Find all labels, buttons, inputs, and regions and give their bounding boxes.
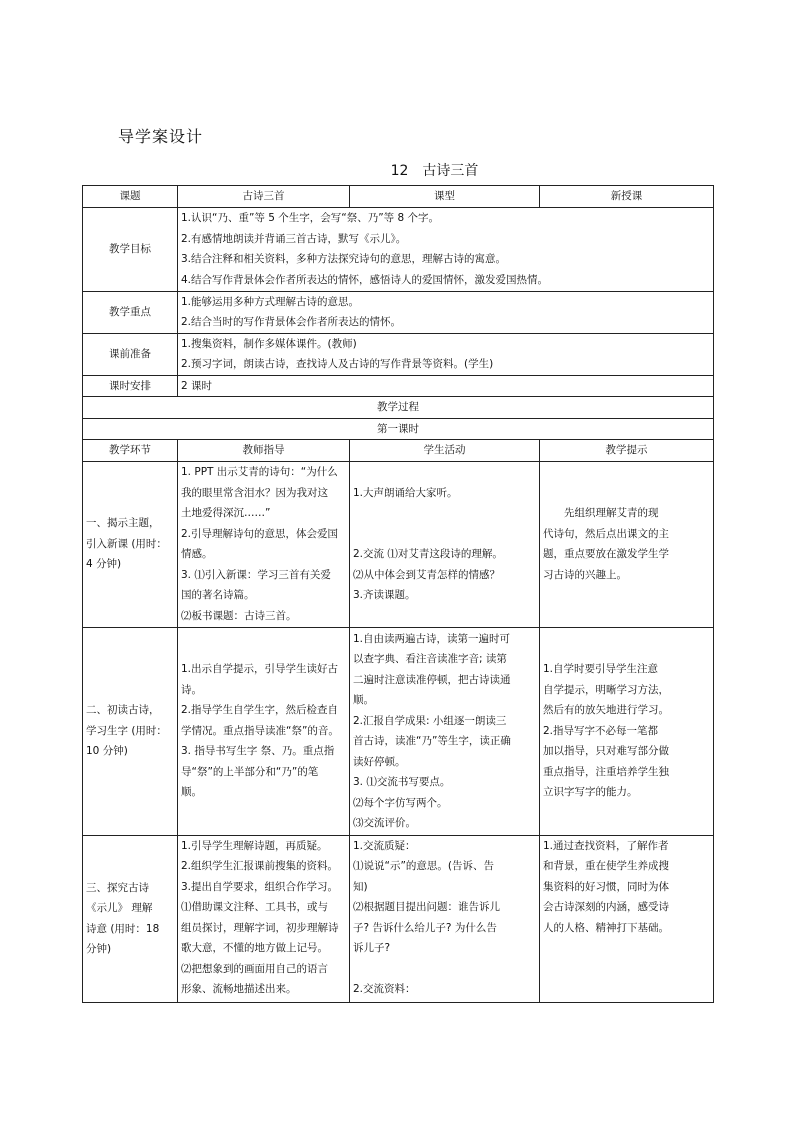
teacher-line: 2.指导学生自学生字，然后检查自 bbox=[181, 704, 339, 717]
student-line: ⑵根据题目提出问题：谁告诉儿 bbox=[353, 901, 500, 913]
teacher-line: ⑴借助课文注释、工具书，或与 bbox=[181, 901, 328, 913]
teacher-line: 土地爱得深沉……” bbox=[181, 507, 271, 519]
teacher-line: 1.出示自学提示，引导学生读好古 bbox=[181, 663, 339, 676]
lesson-plan-table bbox=[82, 185, 714, 1003]
process-title: 教学过程 bbox=[83, 397, 714, 419]
schedule-label: 课时安排 bbox=[83, 375, 178, 397]
student-line: 诉儿子? bbox=[353, 942, 391, 954]
student-line: ⑵从中体会到艾青怎样的情感？ bbox=[353, 568, 500, 581]
type-value: 新授课 bbox=[540, 186, 714, 208]
teacher-cell bbox=[178, 627, 350, 835]
student-cell bbox=[350, 627, 540, 835]
student-line: 以查字典、看注音读准字音; 读第 bbox=[353, 653, 507, 665]
student-line: 1.自由读两遍古诗，读第一遍时可 bbox=[353, 632, 511, 645]
hint-line: 习古诗的兴趣上。 bbox=[543, 568, 627, 581]
lesson-title: 12 古诗三首 bbox=[390, 163, 479, 179]
focus-list bbox=[178, 291, 714, 333]
hint-line: 1.通过查找资料，了解作者 bbox=[543, 839, 669, 852]
goals-label: 教学目标 bbox=[83, 207, 178, 291]
student-line: 2.交流资料： bbox=[353, 983, 416, 995]
stage-line: 4 分钟) bbox=[86, 558, 122, 571]
focus-item: 2.结合当时的写作背景体会作者所表达的情怀。 bbox=[181, 316, 402, 328]
student-line: 2.汇报自学成果: 小组逐一朗读三 bbox=[353, 714, 507, 727]
stage-line: 三、探究古诗 bbox=[86, 881, 149, 894]
student-line bbox=[353, 959, 536, 980]
hint-line: 代诗句，然后点出课文的主 bbox=[543, 527, 669, 540]
teacher-line: 3. ⑴引入新课：学习三首有关爱 bbox=[181, 568, 331, 581]
student-cell bbox=[350, 461, 540, 627]
teacher-line: 我的眼里常含泪水？因为我对这 bbox=[181, 486, 328, 499]
student-line: 2.交流 ⑴对艾青这段诗的理解。 bbox=[353, 548, 503, 560]
hint-line: 和背景，重在使学生养成搜 bbox=[543, 860, 669, 872]
topic-value: 古诗三首 bbox=[178, 186, 350, 208]
student-line: 知) bbox=[353, 880, 368, 893]
teacher-line: 1.引导学生理解诗题，再质疑。 bbox=[181, 839, 328, 852]
teacher-line: 形象、流畅地描述出来。 bbox=[181, 983, 297, 995]
student-line: 子? 告诉什么给儿子? 为什么告 bbox=[353, 921, 497, 934]
stage-line: 诗意 (用时：18 bbox=[86, 922, 160, 935]
hint-line: 人的人格、精神打下基础。 bbox=[543, 921, 669, 934]
hint-line: 2.指导写字不必每一笔都 bbox=[543, 724, 659, 737]
col-header-student: 学生活动 bbox=[350, 440, 540, 462]
goal-item: 4.结合写作背景体会作者所表达的情怀，感悟诗人的爱国情怀，激发爱国热情。 bbox=[181, 273, 549, 286]
student-cell bbox=[350, 835, 540, 1002]
col-header-hint: 教学提示 bbox=[540, 440, 714, 462]
teacher-line: ⑵板书课题：古诗三首。 bbox=[181, 609, 297, 622]
student-line: ⑴说说“示”的意思。(告诉、告 bbox=[353, 860, 494, 872]
student-line: 3. ⑴交流书写要点。 bbox=[353, 776, 451, 788]
hint-line: 重点指导，注重培养学生独 bbox=[543, 765, 669, 778]
student-line: 读好停顿。 bbox=[353, 755, 406, 768]
student-line: 二遍时注意读准停顿，把古诗读通 bbox=[353, 673, 511, 686]
teacher-line: 顺。 bbox=[181, 786, 202, 799]
student-line: 3.齐读课题。 bbox=[353, 589, 416, 601]
teacher-line: ⑵把想象到的画面用自己的语言 bbox=[181, 962, 328, 975]
student-line bbox=[353, 503, 536, 524]
student-line: 顺。 bbox=[353, 694, 374, 706]
topic-label: 课题 bbox=[83, 186, 178, 208]
stage-line: 10 分钟) bbox=[86, 745, 128, 758]
hint-line: 立识字写字的能力。 bbox=[543, 786, 638, 799]
teacher-line: 2.引导理解诗句的意思，体会爱国 bbox=[181, 527, 339, 540]
goal-item: 2.有感情地朗读并背诵三首古诗，默写《示儿》。 bbox=[181, 232, 407, 245]
period-title: 第一课时 bbox=[83, 418, 714, 440]
teacher-line: 1. PPT 出示艾青的诗句：“为什么 bbox=[181, 466, 338, 478]
prep-item: 1.搜集资料，制作多媒体课件。(教师) bbox=[181, 337, 357, 350]
stage-line: 一、揭示主题， bbox=[86, 517, 160, 530]
hint-cell bbox=[540, 627, 714, 835]
student-line bbox=[353, 524, 536, 545]
prep-label: 课前准备 bbox=[83, 333, 178, 375]
hint-line: 加以指导，只对难写部分做 bbox=[543, 745, 669, 758]
goal-item: 1.认识“乃、重”等 5 个生字，会写“祭、乃”等 8 个字。 bbox=[181, 212, 439, 224]
col-header-stage: 教学环节 bbox=[83, 440, 178, 462]
teacher-line: 3.提出自学要求，组织合作学习。 bbox=[181, 880, 339, 893]
stage-cell bbox=[83, 627, 178, 835]
student-line: ⑶交流评价。 bbox=[353, 817, 416, 829]
teacher-line: 3. 指导书写生字 祭、乃。重点指 bbox=[181, 745, 335, 758]
goal-item: 3.结合注释和相关资料，多种方法探究诗句的意思，理解古诗的寓意。 bbox=[181, 253, 507, 265]
teacher-cell bbox=[178, 835, 350, 1002]
stage-line: 分钟) bbox=[86, 943, 112, 955]
teacher-line: 情感。 bbox=[181, 548, 213, 560]
teacher-cell bbox=[178, 461, 350, 627]
focus-item: 1.能够运用多种方式理解古诗的意思。 bbox=[181, 295, 360, 308]
student-line: 1.交流质疑： bbox=[353, 839, 416, 852]
stage-line: 《示儿》 理解 bbox=[86, 902, 153, 914]
stage-line: 学习生字 (用时： bbox=[86, 724, 167, 737]
teacher-line: 学情况。重点指导读准“祭”的音。 bbox=[181, 724, 339, 737]
document-heading: 导学案设计 bbox=[118, 127, 204, 146]
student-line: 1.大声朗诵给大家听。 bbox=[353, 486, 458, 499]
schedule-value: 2 课时 bbox=[178, 375, 714, 397]
prep-item: 2.预习字词，朗读古诗，查找诗人及古诗的写作背景等资料。(学生) bbox=[181, 358, 494, 370]
teacher-line: 组员探讨，理解字词，初步理解诗 bbox=[181, 921, 339, 934]
goals-list bbox=[178, 207, 714, 291]
hint-line: 题，重点要放在激发学生学 bbox=[543, 548, 669, 560]
hint-line: 自学提示，明晰学习方法， bbox=[543, 683, 669, 696]
hint-line: 会古诗深刻的内涵，感受诗 bbox=[543, 901, 669, 913]
teacher-line: 导“祭”的上半部分和“乃”的笔 bbox=[181, 765, 319, 778]
hint-line: 1.自学时要引导学生注意 bbox=[543, 663, 659, 676]
teacher-line: 2.组织学生汇报课前搜集的资料。 bbox=[181, 860, 339, 872]
stage-line: 二、初读古诗， bbox=[86, 704, 160, 717]
hint-line: 然后有的放矢地进行学习。 bbox=[543, 704, 669, 717]
teacher-line: 诗。 bbox=[181, 683, 202, 696]
hint-line: 集资料的好习惯，同时为体 bbox=[543, 880, 669, 893]
student-line: 首古诗，读准“乃”等生字，读正确 bbox=[353, 735, 511, 747]
type-label: 课型 bbox=[350, 186, 540, 208]
student-line: ⑵每个字仿写两个。 bbox=[353, 796, 448, 809]
teacher-line: 歌大意，不懂的地方做上记号。 bbox=[181, 942, 328, 954]
hint-cell bbox=[540, 835, 714, 1002]
focus-label: 教学重点 bbox=[83, 291, 178, 333]
prep-list bbox=[178, 333, 714, 375]
col-header-teacher: 教师指导 bbox=[178, 440, 350, 462]
stage-cell bbox=[83, 835, 178, 1002]
hint-cell bbox=[540, 461, 714, 627]
stage-cell bbox=[83, 461, 178, 627]
hint-line: 先组织理解艾青的现 bbox=[564, 507, 659, 519]
teacher-line: 国的著名诗篇。 bbox=[181, 589, 255, 601]
stage-line: 引入新课 (用时： bbox=[86, 537, 167, 550]
